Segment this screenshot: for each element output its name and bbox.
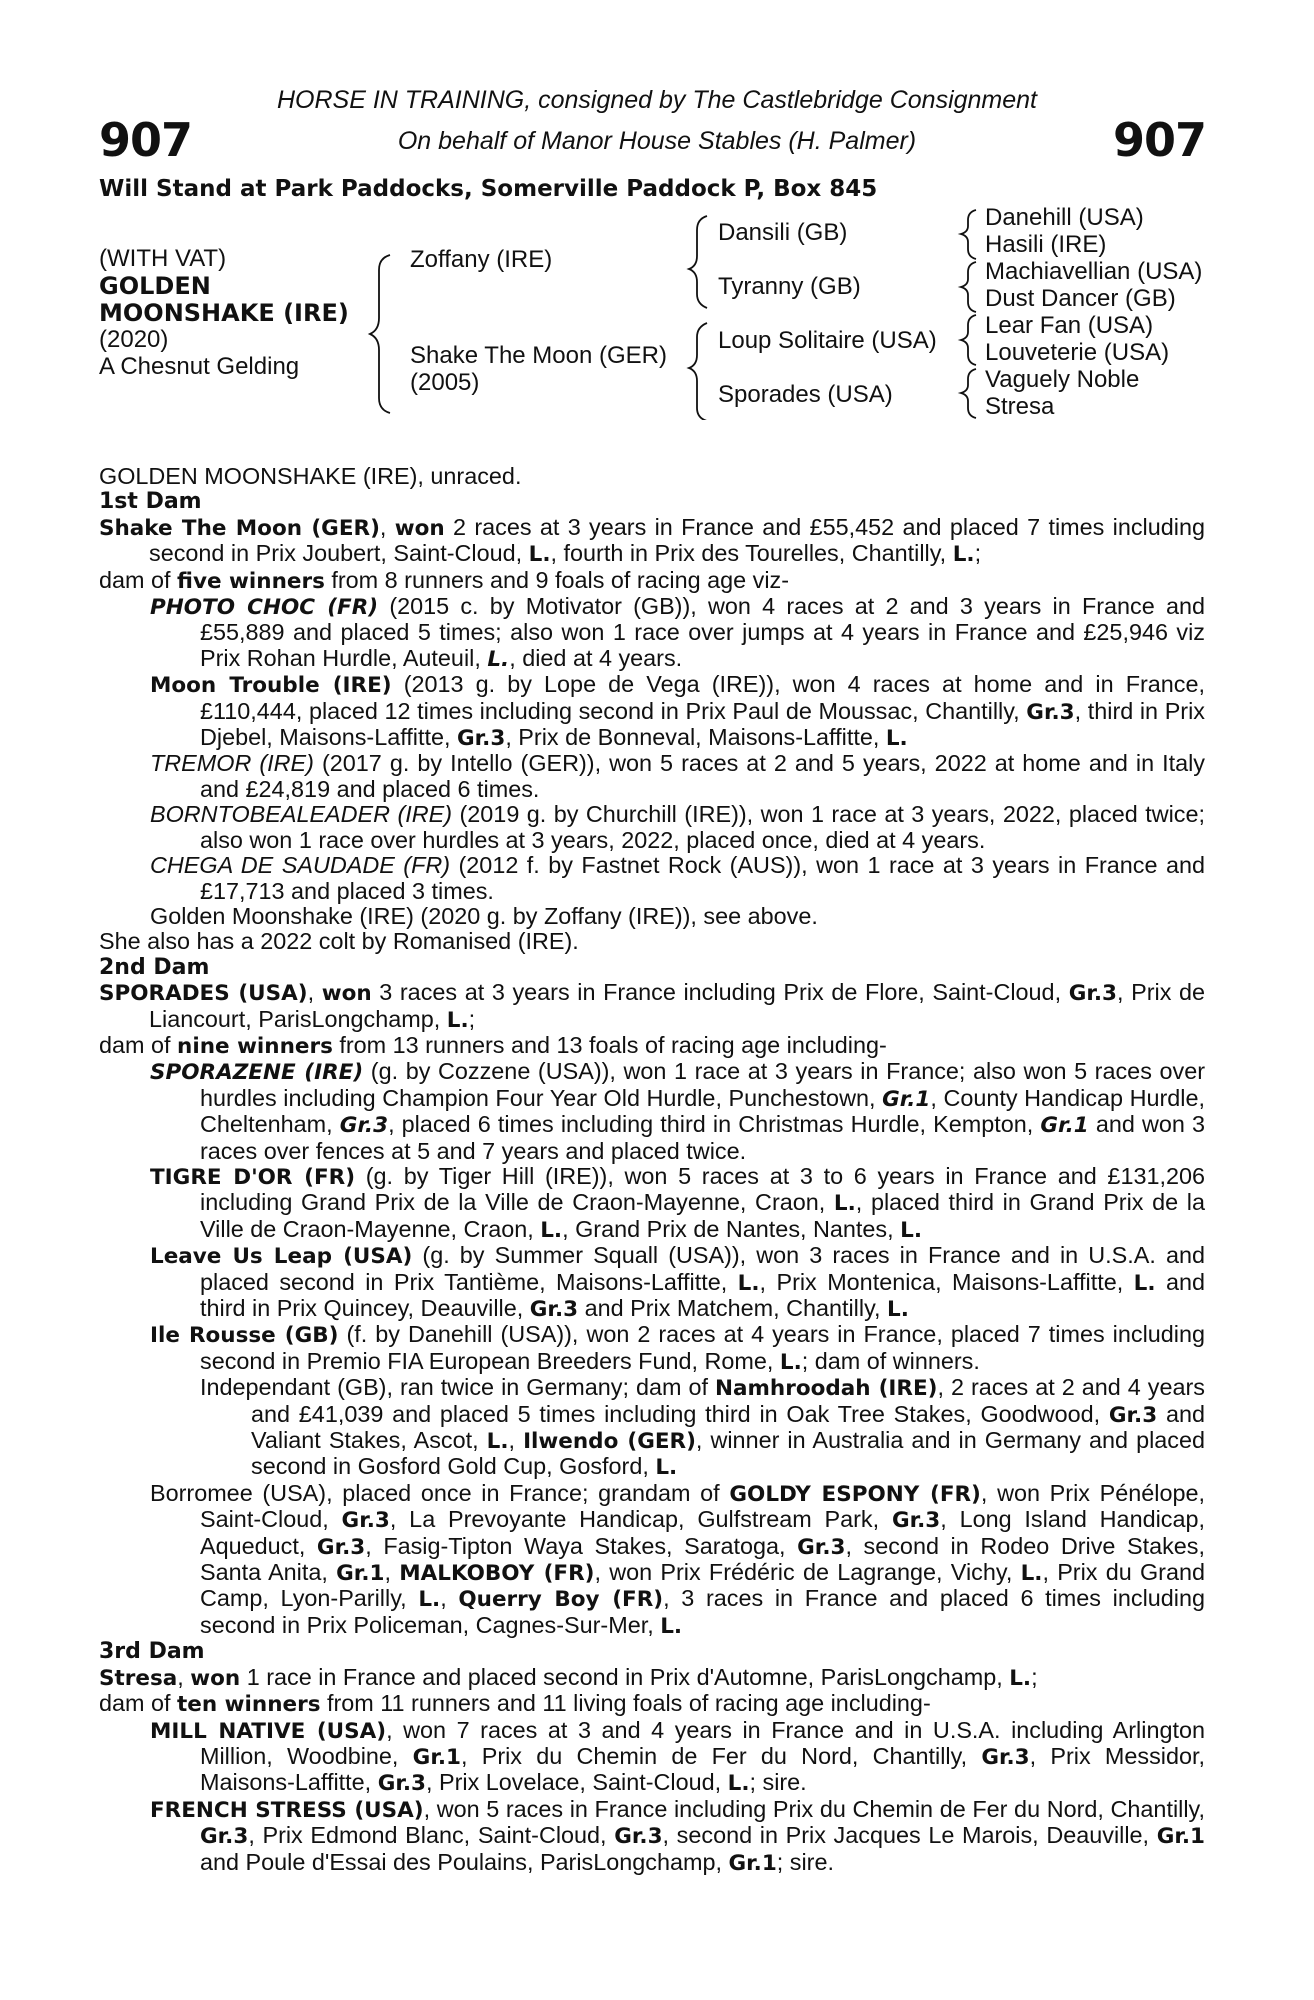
first-dam-heading: 1st Dam bbox=[99, 489, 202, 515]
pedigree-dam-year: (2005) bbox=[410, 369, 480, 396]
catalogue-body bbox=[99, 464, 1205, 1876]
first-dam-also: She also has a 2022 colt by Romanised (IRE). bbox=[99, 928, 579, 955]
produce-chega-de-saudade: CHEGA DE SAUDADE (FR) (2012 f. by Fastnet Rock (AUS)), won 1 race at 3 years in France and £17,713 and placed 3 times. bbox=[150, 852, 1205, 904]
produce-independant: Independant (GB), ran twice in Germany; dam of Namhroodah (IRE), 2 races at 2 and 4 years and £41,039 and placed 5 times including third in Oak Tree Stakes, Goodwood, Gr.3 and Valiant Stakes, Ascot, L., Ilwendo (GER), winner in Australia and in Germany and placed second in Gosford Gold Cup, Gosford, L. bbox=[200, 1374, 1205, 1481]
horse-description: A Chesnut Gelding bbox=[99, 353, 300, 380]
third-dam-record: Stresa, won 1 race in France and placed second in Prix d'Automne, ParisLongchamp, L.; bbox=[99, 1663, 1038, 1691]
horse-name-line1: GOLDEN bbox=[99, 272, 211, 300]
produce-borromee: Borromee (USA), placed once in France; grandam of GOLDY ESPONY (FR), won Prix Pénélope, Saint-Cloud, Gr.3, La Prevoyante Handicap, Gulfstream Park, Gr.3, Long Island Handicap, Aqueduct, Gr.3, Fasig-Tipton Waya Stakes, Saratoga, Gr.3, second in Rodeo Drive Stakes, Santa Anita, Gr.1, MALKOBOY (FR), won Prix Frédéric de Lagrange, Vichy, L., Prix du Grand Camp, Lyon-Parilly, L., Querry Boy (FR), 3 races in France and placed 6 times including second in Prix Policeman, Cagnes-Sur-Mer, L. bbox=[150, 1479, 1206, 1639]
second-dam-record: SPORADES (USA), won 3 races at 3 years in France including Prix de Flore, Saint-Cloud, Gr.3, Prix de Liancourt, ParisLongchamp, L.; bbox=[99, 979, 1206, 1033]
produce-tremor: TREMOR (IRE) (2017 g. by Intello (GER)), won 5 races at 2 and 5 years, 2022 at home and in Italy and £24,819 and placed 6 times. bbox=[150, 750, 1205, 802]
pedigree-dam-sire: Loup Solitaire (USA) bbox=[718, 327, 937, 354]
produce-sporazene: SPORAZENE (IRE) (g. by Cozzene (USA)), won 1 race at 3 years in France; also won 5 races over hurdles including Champion Four Year Old Hurdle, Punchestown, Gr.1, County Handicap Hurdle, Cheltenham, Gr.3, placed 6 times including third in Christmas Hurdle, Kempton, Gr.1 and won 3 races over fences at 5 and 7 years and placed twice. bbox=[150, 1058, 1205, 1164]
race-record-intro: GOLDEN MOONSHAKE (IRE), unraced. bbox=[99, 463, 522, 489]
produce-photo-choc: PHOTO CHOC (FR) (2015 c. by Motivator (GB)), won 4 races at 2 and 3 years in France and £55,889 and placed 5 times; also won 1 race over jumps at 4 years in France and £25,946 viz Prix Rohan Hurdle, Auteuil, L., died at 4 years. bbox=[150, 593, 1206, 672]
third-dam-heading: 3rd Dam bbox=[99, 1639, 205, 1665]
stand-location: Will Stand at Park Paddocks, Somerville Paddock P, Box 845 bbox=[99, 176, 878, 202]
horse-name-line2: MOONSHAKE (IRE) bbox=[99, 299, 349, 327]
consignor-line: HORSE IN TRAINING, consigned by The Castlebridge Consignment bbox=[276, 86, 1038, 114]
horse-year: (2020) bbox=[99, 326, 169, 353]
pedigree-g6: Louveterie (USA) bbox=[985, 339, 1170, 366]
third-dam-produce-summary: dam of ten winners from 11 runners and 11 living foals of racing age including- bbox=[99, 1690, 931, 1718]
produce-borntobealeader: BORNTOBEALEADER (IRE) (2019 g. by Churchill (IRE)), won 1 race at 3 years, 2022, placed twice; also won 1 race over hurdles at 3 years, 2022, placed once, died at 4 years. bbox=[150, 801, 1205, 853]
pedigree-g7: Vaguely Noble bbox=[985, 366, 1140, 393]
pedigree-g3: Machiavellian (USA) bbox=[985, 258, 1203, 285]
second-dam-produce-summary: dam of nine winners from 13 runners and 13 foals of racing age including- bbox=[99, 1031, 887, 1059]
produce-tigre-dor: TIGRE D'OR (FR) (g. by Tiger Hill (IRE)), won 5 races at 3 to 6 years in France and £131,206 including Grand Prix de la Ville de Craon-Mayenne, Craon, L., placed third in Grand Prix de la Ville de Craon-Mayenne, Craon, L., Grand Prix de Nantes, Nantes, L. bbox=[150, 1162, 1205, 1243]
pedigree-g1: Danehill (USA) bbox=[985, 204, 1144, 231]
vendor-line: On behalf of Manor House Stables (H. Palmer) bbox=[397, 127, 917, 155]
pedigree-dam-dam: Sporades (USA) bbox=[718, 381, 893, 408]
produce-ile-rousse: Ile Rousse (GB) (f. by Danehill (USA)), won 2 races at 4 years in France, placed 7 times including second in Premio FIA European Breeders Fund, Rome, L.; dam of winners. bbox=[150, 1321, 1205, 1375]
first-dam-record: Shake The Moon (GER), won 2 races at 3 years in France and £55,452 and placed 7 times including second in Prix Joubert, Saint-Cloud, L., fourth in Prix des Tourelles, Chantilly, L.; bbox=[99, 513, 1205, 568]
produce-french-stress: FRENCH STRESS (USA), won 5 races in France including Prix du Chemin de Fer du Nord, Chantilly, Gr.3, Prix Edmond Blanc, Saint-Cloud, Gr.3, second in Prix Jacques Le Marois, Deauville, Gr.1 and Poule d'Essai des Poulains, ParisLongchamp, Gr.1; sire. bbox=[150, 1795, 1206, 1876]
pedigree-sire-sire: Dansili (GB) bbox=[718, 219, 848, 246]
pedigree-g4: Dust Dancer (GB) bbox=[985, 285, 1176, 312]
pedigree-sire: Zoffany (IRE) bbox=[410, 246, 553, 273]
vat-note: (WITH VAT) bbox=[99, 245, 227, 272]
pedigree-g2: Hasili (IRE) bbox=[985, 231, 1107, 258]
pedigree-sire-dam: Tyranny (GB) bbox=[718, 273, 861, 300]
produce-golden-moonshake: Golden Moonshake (IRE) (2020 g. by Zoffany (IRE)), see above. bbox=[150, 902, 818, 929]
produce-moon-trouble: Moon Trouble (IRE) (2013 g. by Lope de Vega (IRE)), won 4 races at home and in France, £110,444, placed 12 times including second in Prix Paul de Moussac, Chantilly, Gr.3, third in Prix Djebel, Maisons-Laffitte, Gr.3, Prix de Bonneval, Maisons-Laffitte, L. bbox=[150, 671, 1205, 752]
pedigree-dam: Shake The Moon (GER) bbox=[410, 342, 668, 369]
second-dam-heading: 2nd Dam bbox=[99, 954, 210, 980]
lot-number-left: 907 bbox=[99, 113, 193, 167]
first-dam-produce-summary: dam of five winners from 8 runners and 9 foals of racing age viz- bbox=[99, 566, 790, 594]
pedigree-g5: Lear Fan (USA) bbox=[985, 312, 1154, 339]
produce-leave-us-leap: Leave Us Leap (USA) (g. by Summer Squall (USA)), won 3 races in France and in U.S.A. and placed second in Prix Tantième, Maisons-Laffitte, L., Prix Montenica, Maisons-Laffitte, L. and third in Prix Quincey, Deauville, Gr.3 and Prix Matchem, Chantilly, L. bbox=[150, 1242, 1206, 1322]
produce-mill-native: MILL NATIVE (USA), won 7 races at 3 and 4 years in France and in U.S.A. including Arlington Million, Woodbine, Gr.1, Prix du Chemin de Fer du Nord, Chantilly, Gr.3, Prix Messidor, Maisons-Laffitte, Gr.3, Prix Lovelace, Saint-Cloud, L.; sire. bbox=[150, 1716, 1205, 1797]
lot-number-right: 907 bbox=[1112, 113, 1206, 167]
pedigree-g8: Stresa bbox=[985, 393, 1055, 420]
